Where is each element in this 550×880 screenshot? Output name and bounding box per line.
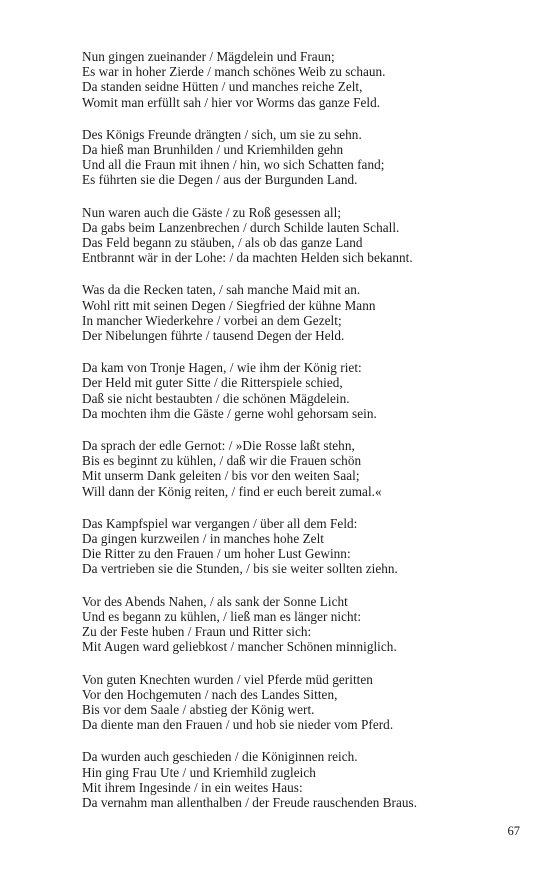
verse-line: Mit ihrem Ingesinde / in ein weites Haus: [82, 779, 303, 795]
verse-line: Nun gingen zueinander / Mägdelein und Fraun; [82, 49, 335, 64]
verse-line: Bis vor dem Saale / abstieg der König wert. [82, 701, 315, 717]
verse-line: Der Held mit guter Sitte / die Ritterspiele schied, [82, 375, 343, 391]
stanza-9 [82, 672, 522, 733]
verse-line: Da sprach der edle Gernot: / »Die Rosse laßt stehn, [82, 438, 355, 454]
stanza-3 [82, 205, 522, 266]
verse-line: Und all die Fraun mit ihnen / hin, wo sich Schatten fand; [82, 157, 385, 173]
verse-line: Entbrannt wär in der Lohe: / da machten Helden sich bekannt. [82, 250, 413, 266]
verse-line: Da hieß man Brunhilden / und Kriemhilden gehn [82, 142, 344, 158]
verse-line: Die Ritter zu den Frauen / um hoher Lust Gewinn: [82, 546, 351, 562]
verse-line: Des Königs Freunde drängten / sich, um sie zu sehn. [82, 126, 362, 142]
verse-line: Da gingen kurzweilen / in manches hohe Zelt [82, 531, 325, 547]
stanza-5 [82, 360, 522, 421]
verse-line: Vor den Hochgemuten / nach des Landes Sitten, [82, 686, 338, 702]
verse-line: Das Kampfspiel war vergangen / über all dem Feld: [82, 515, 358, 531]
verse-line: Da wurden auch geschieden / die Königinnen reich. [82, 749, 358, 765]
verse-line: Und es begann zu kühlen, / ließ man es länger nicht: [82, 608, 362, 624]
verse-line: Mit Augen ward geliebkost / mancher Schönen minniglich. [82, 639, 397, 655]
stanza-10 [82, 749, 522, 810]
page-number: 67 [507, 824, 520, 838]
stanza-6 [82, 438, 522, 499]
verse-line: Da kam von Tronje Hagen, / wie ihm der König riet: [82, 360, 362, 376]
verse-line: Da standen seidne Hütten / und manches reiche Zelt, [82, 79, 363, 95]
verse-line: Hin ging Frau Ute / und Kriemhild zugleich [82, 764, 316, 780]
poem-body [82, 49, 522, 827]
verse-line: Da diente man den Frauen / und hob sie nieder vom Pferd. [82, 717, 394, 733]
verse-line: Nun waren auch die Gäste / zu Roß gesessen all; [82, 204, 342, 220]
verse-line: In mancher Wiederkehre / vorbei an dem Gezelt; [82, 312, 342, 328]
verse-line: Da mochten ihm die Gäste / gerne wohl gehorsam sein. [82, 405, 377, 421]
verse-line: Der Nibelungen führte / tausend Degen der Held. [82, 328, 345, 344]
verse-line: Da vertrieben sie die Stunden, / bis sie weiter sollten ziehn. [82, 561, 398, 577]
verse-line: Da gabs beim Lanzenbrechen / durch Schilde lauten Schall. [82, 219, 400, 235]
verse-line: Wohl ritt mit seinen Degen / Siegfried der kühne Mann [82, 297, 376, 313]
verse-line: Zu der Feste huben / Fraun und Ritter sich: [82, 624, 312, 640]
verse-line: Bis es beginnt zu kühlen, / daß wir die Frauen schön [82, 453, 362, 469]
verse-line: Es führten sie die Degen / aus der Burgunden Land. [82, 172, 358, 188]
verse-line: Es war in hoher Zierde / manch schönes Weib zu schaun. [82, 64, 386, 80]
verse-line: Von guten Knechten wurden / viel Pferde müd geritten [82, 671, 373, 687]
verse-line: Womit man erfüllt sah / hier vor Worms das ganze Feld. [82, 94, 381, 110]
verse-line: Daß sie nicht bestaubten / die schönen Mägdelein. [82, 390, 350, 406]
stanza-4 [82, 282, 522, 343]
stanza-1 [82, 49, 522, 110]
verse-line: Vor des Abends Nahen, / als sank der Sonne Licht [82, 593, 348, 609]
verse-line: Mit unserm Dank geleiten / bis vor den weiten Saal; [82, 468, 360, 484]
verse-line: Will dann der König reiten, / find er euch bereit zumal.« [82, 483, 382, 499]
verse-line: Das Feld begann zu stäuben, / als ob das ganze Land [82, 235, 363, 251]
verse-line: Da vernahm man allenthalben / der Freude rauschenden Braus. [82, 794, 418, 810]
stanza-2 [82, 127, 522, 188]
verse-line: Was da die Recken taten, / sah manche Maid mit an. [82, 282, 361, 298]
stanza-7 [82, 516, 522, 577]
stanza-8 [82, 594, 522, 655]
